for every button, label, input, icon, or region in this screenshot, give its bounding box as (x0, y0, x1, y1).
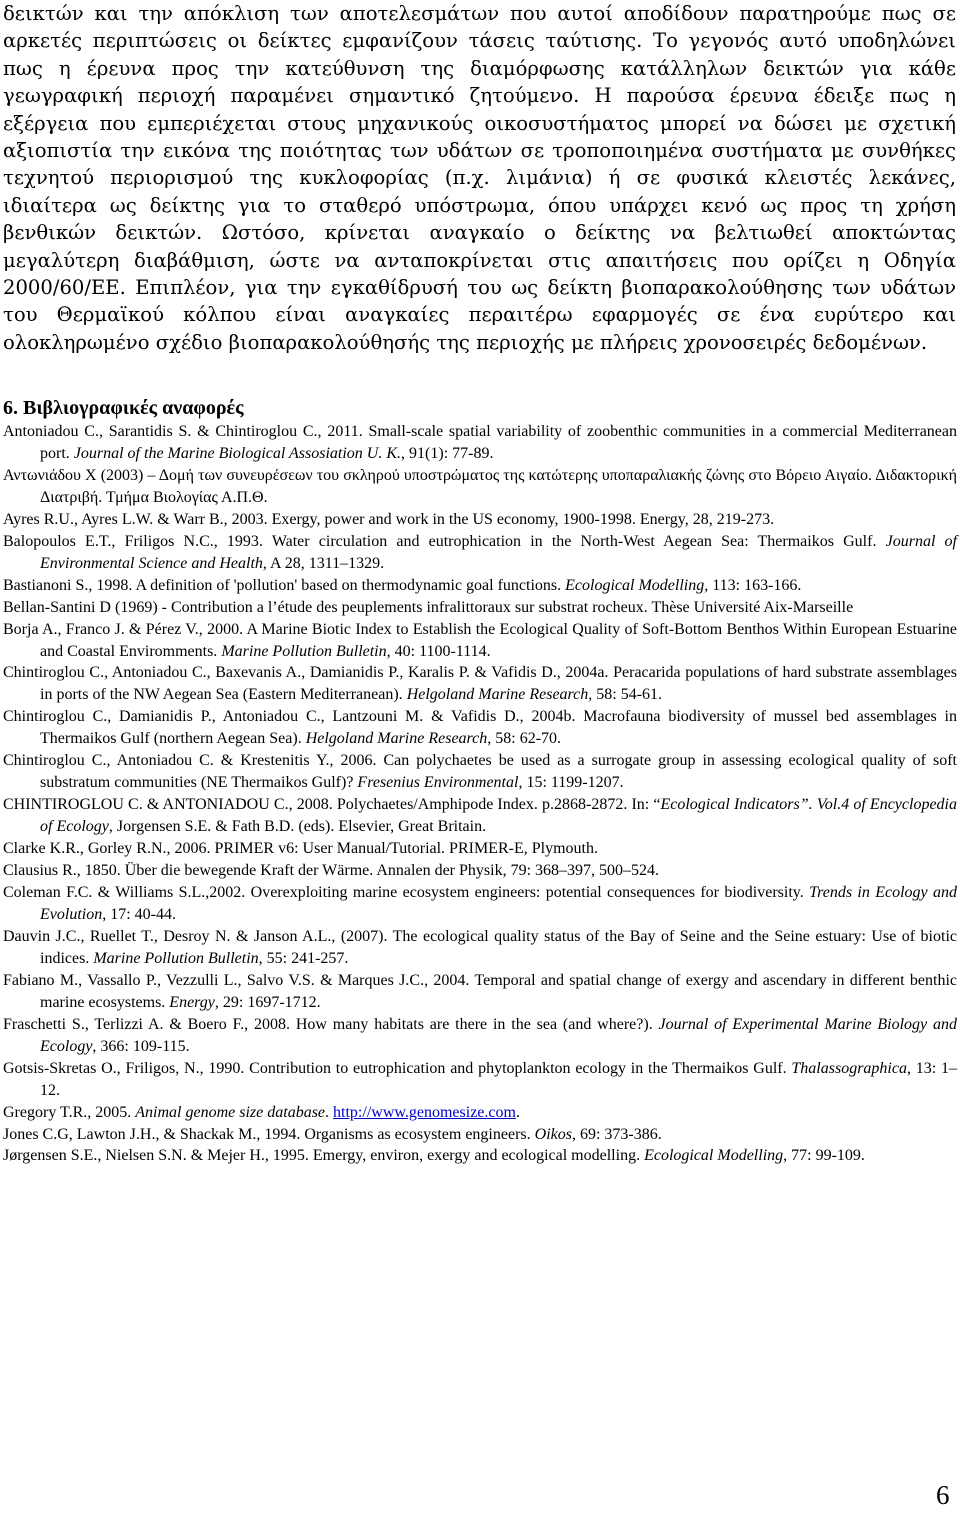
reference-details: , 55: 241-257. (258, 949, 349, 967)
reference-text: Jones C.G, Lawton J.H., & Shackak M., 1994. Organisms as ecosystem engineers. (3, 1125, 535, 1143)
reference-link[interactable]: http://www.genomesize.com (333, 1103, 516, 1121)
reference-details: , 15: 1199-1207. (518, 774, 624, 792)
reference-text: Balopoulos E.T., Friligos N.C., 1993. Water circulation and eutrophication in the North-West Aegean Sea: Thermaikos Gulf. (3, 532, 886, 550)
reference-item (3, 706, 957, 750)
reference-details: , Jorgensen S.E. & Fath B.D. (eds). Elsevier, Great Britain. (108, 818, 487, 836)
reference-source: Ecological Indicators”. Vol.4 of Encyclopedia of Ecology (40, 796, 957, 836)
reference-item (3, 597, 957, 619)
reference-text: CHINTIROGLOU C. & ANTONIADOU C., 2008. Polychaetes/Amphipode Index. p.2868-2872. In: “ (3, 796, 661, 814)
reference-source: Journal of the Marine Biological Assosiation U. K. (73, 444, 402, 462)
reference-item (3, 970, 957, 1014)
reference-text: Clausius R., 1850. Über die bewegende Kraft der Wärme. Annalen der Physik, 79: 368–397, 500–524. (3, 862, 660, 880)
reference-item (3, 1014, 957, 1058)
reference-text: Chintiroglou C., Damianidis P., Antoniadou C., Lantzouni M. & Vafidis D., 2004b. Macrofauna biodiversity of mussel bed assemblages in Thermaikos Gulf (northern Aegean Sea). (3, 708, 957, 748)
reference-details: , 91(1): 77-89. (401, 444, 494, 462)
reference-source: Ecological Modelling (644, 1147, 784, 1165)
reference-text: Chintiroglou C., Antoniadou C., Baxevanis A., Damianidis P., Karalis P. & Vafidis D., 2004a. Peracarida populations of hard substrate assemblages in ports of the NW Aegean Sea (Eastern Mediterranean). (3, 664, 957, 704)
reference-details: , A 28, 1311–1329. (262, 554, 385, 572)
reference-list (3, 421, 957, 1167)
reference-text: Coleman F.C. & Williams S.L.,2002. Overexploiting marine ecosystem engineers: potential consequences for biodiversity. (3, 884, 810, 902)
reference-item (3, 860, 957, 882)
reference-text: Dauvin J.C., Ruellet T., Desroy N. & Janson A.L., (2007). The ecological quality status of the Bay of Seine and the Seine estuary: Use of biotic indices. (3, 927, 957, 967)
reference-punctuation: . (515, 1103, 520, 1121)
reference-text: Αντωνιάδου Χ (2003) – Δομή των συνευρέσεων του σκληρού υποστρώματος της κατώτερης υποπαραλιακής ζώνης στο Βόρειο Αιγαίο. Διδακτορική Διατριβή. Τμήμα Βιολογίας Α.Π.Θ. (3, 466, 957, 506)
reference-details: , 29: 1697-1712. (214, 993, 321, 1011)
reference-source: Thalassographica (791, 1059, 907, 1077)
section-heading: 6. Βιβλιογραφικές αναφορές (3, 397, 244, 419)
reference-item (3, 926, 957, 970)
page-number: 6 (936, 1480, 950, 1510)
reference-item (3, 882, 957, 926)
reference-source: Marine Pollution Bulletin (93, 949, 259, 967)
reference-item (3, 750, 957, 794)
reference-text: Gregory T.R., 2005. (3, 1103, 136, 1121)
reference-details: , 366: 109-115. (92, 1037, 190, 1055)
reference-source: Oikos (534, 1125, 572, 1143)
reference-source: Ecological Modelling, (565, 576, 709, 594)
reference-text: Chintiroglou C., Antoniadou C. & Krestenitis Y., 2006. Can polychaetes be used as a surrogate group in assessing ecological quality of soft substratum communities (NE Thermaikos Gulf)? (3, 752, 957, 792)
reference-item (3, 465, 957, 509)
reference-text: Borja A., Franco J. & Pérez V., 2000. A Marine Biotic Index to Establish the Ecological Quality of Soft-Bottom Benthos Within European Estuarine and Coastal Enviromments. (3, 620, 957, 660)
reference-item (3, 794, 957, 838)
reference-item (3, 575, 957, 597)
reference-source: Journal of Environmental Science and Health (40, 532, 957, 572)
reference-details: , 69: 373-386. (571, 1125, 662, 1143)
reference-source: Marine Pollution Bulletin, (221, 642, 391, 660)
reference-item (3, 1145, 957, 1167)
reference-source: Energy (169, 993, 215, 1011)
reference-item (3, 509, 957, 531)
reference-text: Bellan-Santini D (1969) - Contribution a l’étude des peuplements infralittoraux sur substrat rocheux. Thèse Université Aix-Marseille (3, 598, 854, 616)
reference-item (3, 838, 957, 860)
reference-source: Trends in Ecology and Evolution (40, 884, 957, 923)
reference-source: Helgoland Marine Research (406, 686, 589, 704)
reference-text: Bastianoni S., 1998. A definition of 'pollution' based on thermodynamic goal functions. (3, 576, 566, 594)
reference-source: Animal genome size database (135, 1103, 326, 1121)
reference-text: Antoniadou C., Sarantidis S. & Chintiroglou C., 2011. Small-scale spatial variability of zoobenthic communities in a commercial Mediterranean port. (3, 423, 957, 462)
reference-text: Jørgensen S.E., Nielsen S.N. & Mejer H., 1995. Emergy, environ, exergy and ecological modelling. (3, 1147, 645, 1165)
reference-text: Fraschetti S., Terlizzi A. & Boero F., 2008. How many habitats are there in the sea (and where?). (3, 1015, 659, 1033)
reference-text: Ayres R.U., Ayres L.W. & Warr B., 2003. Exergy, power and work in the US economy, 1900-1998. Energy, 28, 219-273. (3, 510, 775, 528)
reference-details: 113: 163-166. (708, 576, 802, 594)
reference-details: , 17: 40-44. (102, 905, 176, 923)
reference-details: , 77: 99-109. (783, 1147, 865, 1165)
reference-details: , 13: 1–12. (40, 1059, 957, 1099)
reference-item (3, 1102, 957, 1124)
reference-details: , 58: 62-70. (487, 730, 562, 748)
reference-item (3, 531, 957, 575)
reference-item (3, 1124, 957, 1146)
reference-details: . (325, 1103, 334, 1121)
reference-item (3, 662, 957, 706)
reference-item (3, 1058, 957, 1102)
reference-source: Fresenius Environmental (357, 774, 519, 792)
reference-text: Clarke K.R., Gorley R.N., 2006. PRIMER v6: User Manual/Tutorial. PRIMER-E, Plymouth. (3, 840, 598, 858)
reference-source: Journal of Experimental Marine Biology and Ecology (40, 1015, 957, 1055)
reference-source: Helgoland Marine Research (305, 730, 488, 748)
reference-details: 40: 1100-1114. (390, 642, 491, 660)
reference-item (3, 619, 957, 663)
body-paragraph: δεικτών και την απόκλιση των αποτελεσμάτων που αυτοί αποδίδουν παρατηρούμε πως σε αρκετές περιπτώσεις οι δείκτες εμφανίζουν τάσεις ταύτισης. Το γεγονός αυτό υποδηλώνει πως η έρευνα προς την κατεύθυνση της διαμόρφωσης κατάλληλων δεικτών για κάθε γεωγραφική περιοχή παραμένει σημαντικό ζητούμενο. Η παρούσα έρευνα έδειξε πως η εξέργεια που εμπεριέχεται στους μηχανικούς οικοσυστήματος μπορεί να δώσει με σχετική αξιοπιστία την εικόνα της ποιότητας των υδάτων σε τροποποιημένα συστήματα με συνθήκες τεχνητού περιορισμού της κυκλοφορίας (π.χ. λιμάνια) ή σε φυσικά κλειστές λεκάνες, ιδιαίτερα ως δείκτης για το σταθερό υπόστρωμα, όπου υπάρχει κενό ως προς τη χρήση βενθικών δεικτών. Ωστόσο, κρίνεται αναγκαίο ο δείκτης να βελτιωθεί αποκτώντας μεγαλύτερη διαβάθμιση, ώστε να ανταποκρίνεται στις απαιτήσεις που ορίζει η Οδηγία 2000/60/ΕΕ. Επιπλέον, για την εγκαθίδρυσή του ως δείκτη βιοπαρακολούθησης των υδάτων του Θερμαϊκού κόλπου είναι αναγκαίες περαιτέρω εφαρμογές σε ένα ευρύτερο και ολοκληρωμένο σχέδιο βιοπαρακολούθησής της περιοχής με πλήρεις χρονοσειρές δεδομένων. (3, 2, 956, 354)
reference-item (3, 421, 957, 465)
reference-text: Gotsis-Skretas O., Friligos, N., 1990. Contribution to eutrophication and phytoplankton ecology in the Thermaikos Gulf. (3, 1059, 792, 1077)
reference-text: Fabiano M., Vassallo P., Vezzulli L., Salvo V.S. & Marques J.C., 2004. Temporal and spatial change of exergy and ascendary in different benthic marine ecosystems. (3, 971, 957, 1011)
reference-details: , 58: 54-61. (588, 686, 663, 704)
